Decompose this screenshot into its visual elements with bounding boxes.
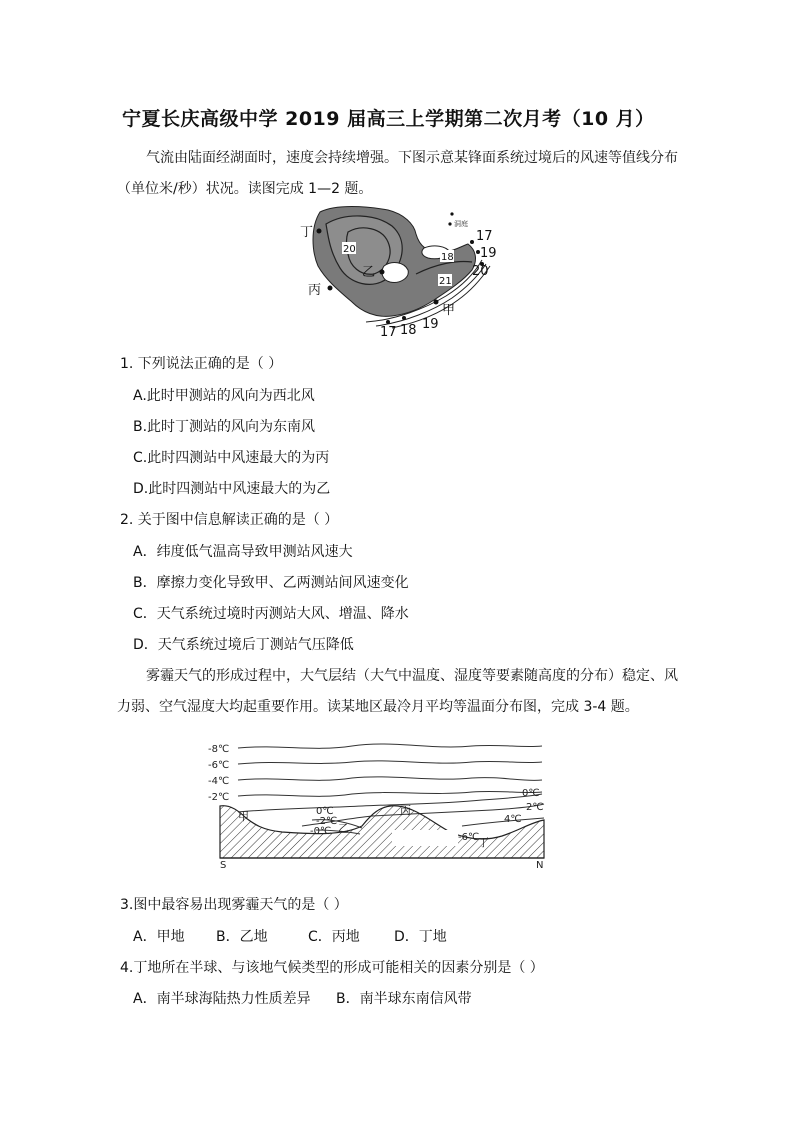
temp-label-inner: 0℃ — [316, 806, 334, 817]
station-south-2 — [402, 316, 406, 320]
question-3-stem: 3.图中最容易出现雾霾天气的是（ ） — [120, 897, 348, 913]
temp-label-inner: -0℃ — [310, 826, 332, 837]
isotherm-minus-4 — [238, 777, 542, 781]
station-jia — [434, 300, 439, 305]
isoline-label: 19 — [422, 317, 439, 332]
isoline-label: 20 — [472, 264, 489, 279]
isotherm-minus-6 — [238, 761, 542, 764]
isoline-label: 18 — [400, 323, 417, 338]
station-yi — [380, 270, 385, 275]
question-1-stem: 1. 下列说法正确的是（ ） — [120, 356, 283, 372]
isotherm-minus-8 — [238, 744, 542, 748]
question-4-stem: 4.丁地所在半球、与该地气候类型的形成可能相关的因素分别是（ ） — [120, 960, 544, 976]
place-label-bing: 丙 — [400, 804, 411, 817]
station-label-ding: 丁 — [300, 225, 314, 240]
station-label-bing: 丙 — [308, 283, 322, 298]
place-label-ding: 丁 — [478, 836, 489, 849]
lake — [382, 263, 408, 283]
intro-paragraph-1-line-1: 气流由陆面经湖面时，速度会持续增强。下图示意某锋面系统过境后的风速等值线分布 — [146, 150, 678, 166]
temp-label-left: -2℃ — [208, 792, 230, 803]
isotherm-cross-section — [202, 734, 552, 870]
station-label-yi: 乙 — [362, 265, 376, 280]
station-label-jia: 甲 — [442, 303, 456, 318]
intro-paragraph-1-line-2: （单位米/秒）状况。读图完成 1—2 题。 — [117, 181, 373, 197]
temp-label-right: 4℃ — [504, 814, 522, 825]
wind-speed-isoline-map — [296, 204, 502, 340]
label-mask — [392, 830, 458, 846]
question-2-option-a: A．纬度低气温高导致甲测站风速大 — [133, 544, 353, 560]
question-2-stem: 2. 关于图中信息解读正确的是（ ） — [120, 512, 339, 528]
question-3-option-d: D．丁地 — [394, 929, 447, 945]
isoline-label: 19 — [480, 246, 497, 261]
place-label: 洞庭 — [454, 220, 468, 228]
question-3-option-a: A．甲地 — [133, 929, 185, 945]
isoline-label: 17 — [476, 229, 493, 244]
question-2-option-b: B．摩擦力变化导致甲、乙两测站间风速变化 — [133, 575, 409, 591]
question-1-option-a: A.此时甲测站的风向为西北风 — [133, 388, 315, 404]
station-north-2 — [448, 222, 451, 225]
intro-paragraph-2-line-1: 雾霾天气的形成过程中，大气层结（大气中温度、湿度等要素随高度的分布）稳定、风 — [146, 668, 678, 684]
station-north — [450, 212, 453, 215]
question-1-option-c: C.此时四测站中风速最大的为丙 — [133, 450, 330, 466]
temp-label-left: -4℃ — [208, 776, 230, 787]
station-east-1 — [470, 240, 474, 244]
place-label-jia: 甲 — [238, 810, 249, 823]
question-3-option-c: C．丙地 — [308, 929, 360, 945]
question-4-option-a: A．南半球海陆热力性质差异 — [133, 991, 311, 1007]
place-label-yi: 乙 — [338, 822, 349, 835]
temp-label-inner: -2℃ — [316, 816, 338, 827]
question-1-option-b: B.此时丁测站的风向为东南风 — [133, 419, 316, 435]
isoline-label: 18 — [441, 252, 454, 263]
intro-paragraph-2-line-2: 力弱、空气湿度大均起重要作用。读某地区最冷月平均等温面分布图，完成 3-4 题。 — [117, 699, 639, 715]
temp-label-left: -6℃ — [208, 760, 230, 771]
isoline-label: 20 — [343, 244, 356, 255]
temp-label-left: -8℃ — [208, 744, 230, 755]
station-ding — [317, 229, 322, 234]
station-bing — [328, 286, 333, 291]
direction-south: S — [220, 860, 227, 870]
isoline-label: 17 — [380, 325, 397, 340]
temp-label-inner: -6℃ — [458, 832, 480, 843]
question-2-option-d: D．天气系统过境后丁测站气压降低 — [133, 637, 354, 653]
question-1-option-d: D.此时四测站中风速最大的为乙 — [133, 481, 331, 497]
isoline-label: 21 — [439, 276, 452, 287]
question-3-option-b: B．乙地 — [216, 929, 268, 945]
direction-north: N — [536, 860, 544, 870]
isotherm-minus-2 — [238, 791, 542, 796]
station-south-1 — [386, 320, 390, 324]
page-title: 宁夏长庆高级中学 2019 届高三上学期第二次月考（10 月） — [122, 108, 655, 130]
question-2-option-c: C．天气系统过境时丙测站大风、增温、降水 — [133, 606, 409, 622]
temp-label-right: 2℃ — [526, 802, 544, 813]
temp-label-right: 0℃ — [522, 788, 540, 799]
terrain — [220, 806, 544, 858]
question-4-option-b: B．南半球东南信风带 — [336, 991, 472, 1007]
